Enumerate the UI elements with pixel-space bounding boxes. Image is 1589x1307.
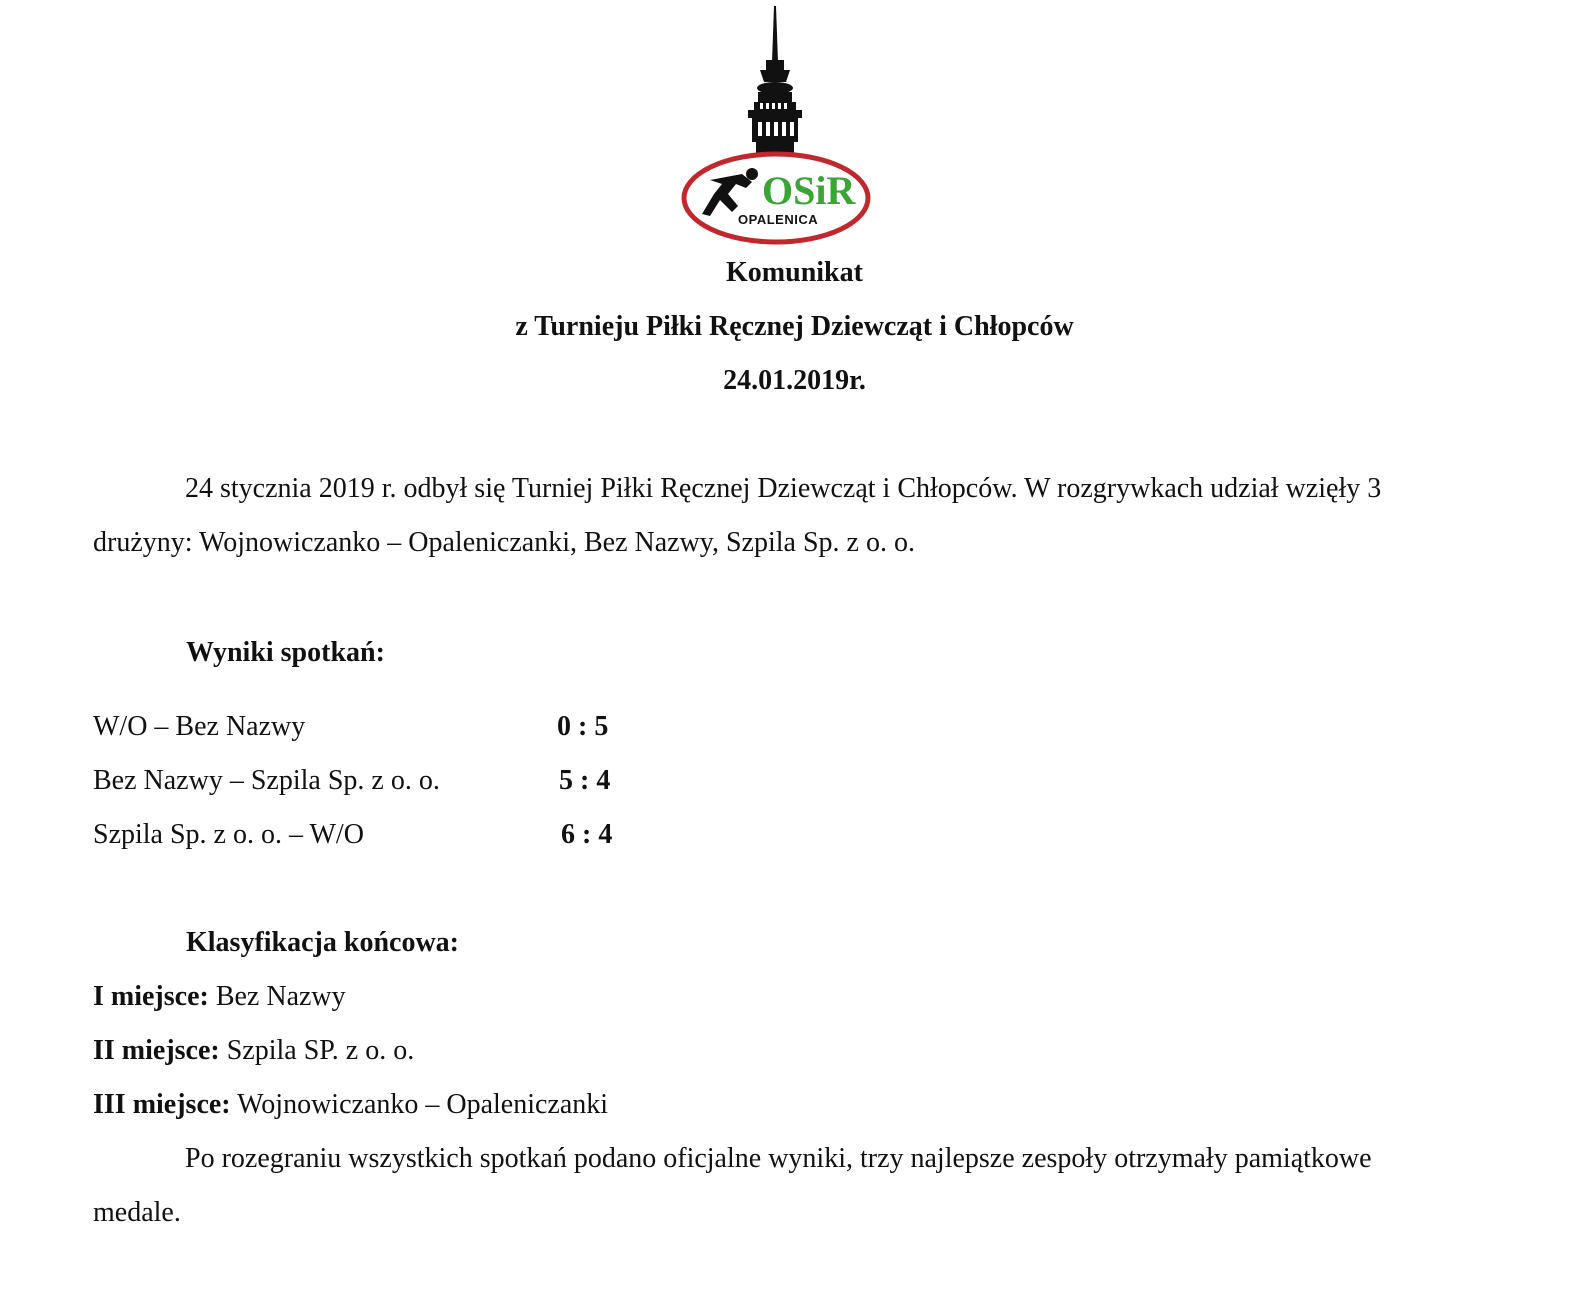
- place-label: III miejsce:: [93, 1089, 231, 1120]
- place-team: Bez Nazwy: [215, 981, 346, 1012]
- closing-text: Po rozegraniu wszystkich spotkań podano oficjalne wyniki, trzy najlepsze zespoły otrzymały pamiątkowe medale.: [93, 1143, 1372, 1228]
- match-teams: Bez Nazwy – Szpila Sp. z o. o.: [93, 765, 440, 796]
- place-team: Wojnowiczanko – Opaleniczanki: [237, 1089, 609, 1120]
- osir-badge: [684, 154, 868, 242]
- document-date: 24.01.2019r.: [723, 365, 866, 396]
- place-label: II miejsce:: [93, 1035, 220, 1066]
- intro-text: 24 stycznia 2019 r. odbył się Turniej Piłki Ręcznej Dziewcząt i Chłopców. W rozgrywkach udział wzięły 3 drużyny: Wojnowiczanko – Opaleniczanki, Bez Nazwy, Szpila Sp. z o. o.: [93, 473, 1382, 558]
- match-teams: Szpila Sp. z o. o. – W/O: [93, 819, 364, 850]
- closing-paragraph: [93, 1132, 1383, 1240]
- match-teams: W/O – Bez Nazwy: [93, 711, 306, 742]
- intro-paragraph: [93, 462, 1423, 570]
- match-score: 0 : 5: [557, 711, 609, 742]
- opalenica-text: OPALENICA: [738, 212, 819, 227]
- classification-title: Klasyfikacja końcowa:: [186, 927, 459, 958]
- place-row-3: [93, 1088, 608, 1122]
- document-title: Komunikat: [726, 257, 863, 288]
- place-row-2: [93, 1034, 414, 1068]
- place-row-1: [93, 980, 346, 1014]
- document-subtitle: z Turnieju Piłki Ręcznej Dziewcząt i Chłopców: [515, 311, 1074, 342]
- osir-opalenica-logo: [680, 2, 880, 248]
- osir-brand-text: OSiR: [762, 168, 856, 213]
- place-label: I miejsce:: [93, 981, 209, 1012]
- match-score: 5 : 4: [559, 765, 611, 796]
- match-score: 6 : 4: [561, 819, 613, 850]
- results-title: Wyniki spotkań:: [186, 637, 385, 668]
- place-team: Szpila SP. z o. o.: [226, 1035, 415, 1066]
- tower-icon: [748, 6, 802, 156]
